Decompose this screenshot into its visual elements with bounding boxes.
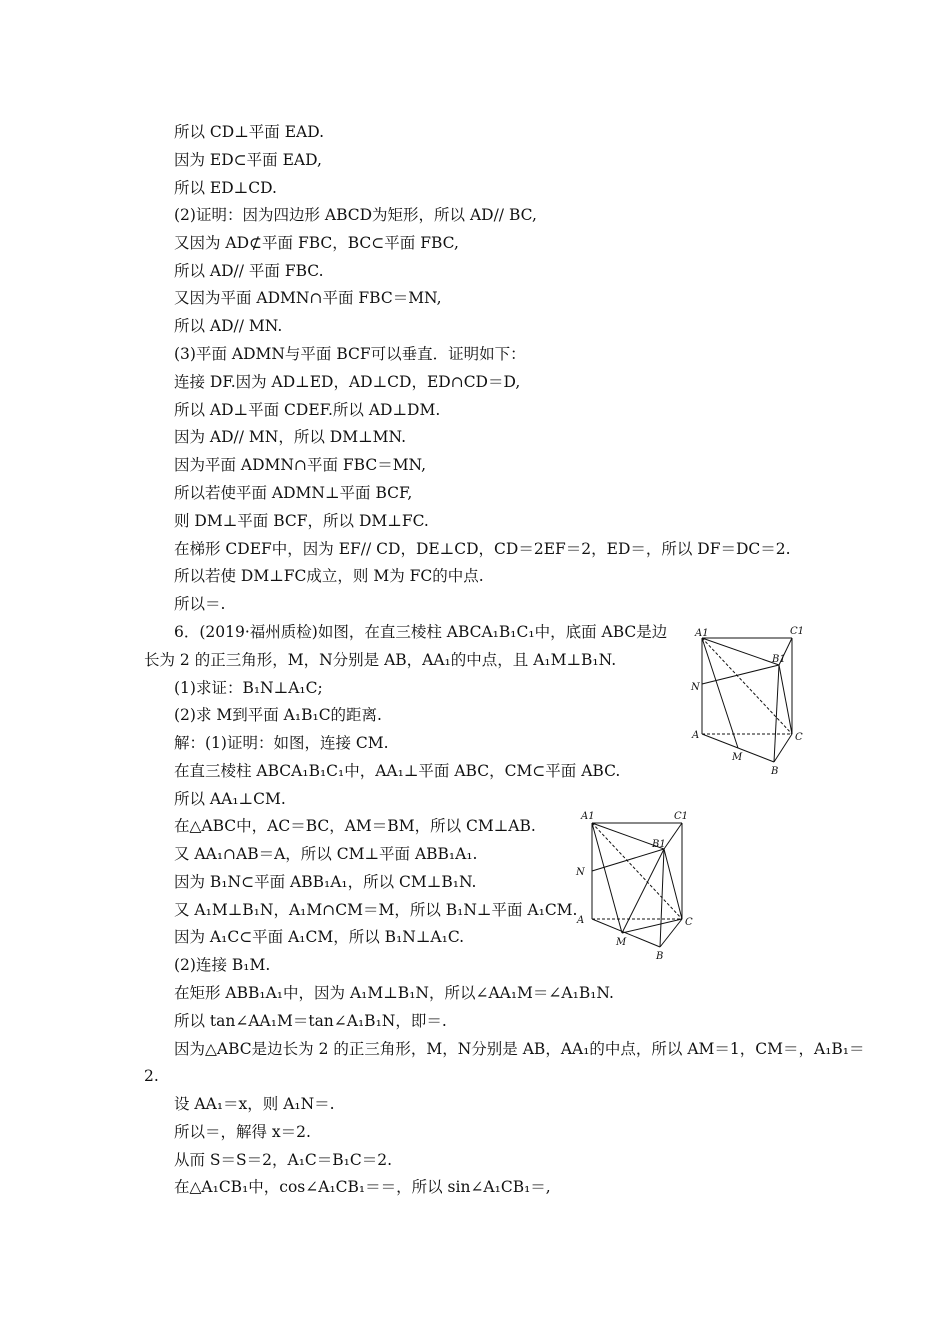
figure-label: C1 (790, 626, 805, 637)
text-line: 因为平面 ADMN∩平面 FBC＝MN, (174, 456, 427, 474)
text-line: 所以 AD// 平面 FBC. (174, 262, 324, 280)
text-line: (2)证明：因为四边形 ABCD为矩形，所以 AD// BC, (174, 206, 537, 224)
text-line: 在梯形 CDEF中，因为 EF// CD，DE⊥CD，CD＝2EF＝2，ED＝，所以 DF＝DC＝2. (174, 540, 791, 558)
figure-label: C (685, 917, 693, 928)
text-line: 又 AA₁∩AB＝A，所以 CM⊥平面 ABB₁A₁. (174, 845, 478, 863)
text-line: 因为△ABC是边长为 2 的正三角形，M，N分别是 AB，AA₁的中点，所以 AM＝1，CM＝，A₁B₁＝ (174, 1040, 865, 1058)
text-line: 在矩形 ABB₁A₁中，因为 A₁M⊥B₁N，所以∠AA₁M＝∠A₁B₁N. (174, 984, 614, 1002)
text-line: 在直三棱柱 ABCA₁B₁C₁中，AA₁⊥平面 ABC，CM⊂平面 ABC. (174, 762, 621, 780)
text-line: 所以 AA₁⊥CM. (174, 790, 286, 808)
text-line: 所以 ED⊥CD. (174, 179, 277, 197)
text-line: 所以＝，解得 x＝2. (174, 1123, 311, 1141)
text-line: 在△ABC中，AC＝BC，AM＝BM，所以 CM⊥AB. (174, 817, 536, 835)
figure-label: N (691, 682, 700, 693)
text-line: 连接 DF.因为 AD⊥ED，AD⊥CD，ED∩CD＝D, (174, 373, 521, 391)
prism-figure-top (682, 620, 812, 780)
text-line: 所以 CD⊥平面 EAD. (174, 123, 325, 141)
text-line: (3)平面 ADMN与平面 BCF可以垂直．证明如下： (174, 345, 526, 363)
text-line: 因为 A₁C⊂平面 A₁CM，所以 B₁N⊥A₁C. (174, 928, 465, 946)
text-line: 在△A₁CB₁中，cos∠A₁CB₁＝＝，所以 sin∠A₁CB₁＝, (174, 1178, 551, 1196)
text-line: 所以 AD// MN. (174, 317, 283, 335)
text-line: 所以 AD⊥平面 CDEF.所以 AD⊥DM. (174, 401, 441, 419)
text-line: 因为 AD// MN，所以 DM⊥MN. (174, 428, 407, 446)
figure-label: M (616, 937, 627, 948)
figure-label: A1 (581, 811, 595, 822)
figure-label: A1 (695, 628, 709, 639)
figure-label: C (795, 732, 803, 743)
text-line: 所以若使平面 ADMN⊥平面 BCF, (174, 484, 413, 502)
text-line: 从而 S＝S＝2，A₁C＝B₁C＝2. (174, 1151, 393, 1169)
figure-label: N (576, 867, 585, 878)
text-line: 设 AA₁＝x，则 A₁N＝. (174, 1095, 335, 1113)
figure-label: A (577, 915, 585, 926)
figure-label: B1 (772, 654, 786, 665)
text-line: (2)求 M到平面 A₁B₁C的距离. (174, 706, 382, 724)
text-line: 又 A₁M⊥B₁N，A₁M∩CM＝M，所以 B₁N⊥平面 A₁CM. (174, 901, 578, 919)
text-line: 因为 B₁N⊂平面 ABB₁A₁，所以 CM⊥B₁N. (174, 873, 477, 891)
text-line: 又因为 AD⊄平面 FBC，BC⊂平面 FBC, (174, 234, 459, 252)
text-line: 因为 ED⊂平面 EAD, (174, 151, 322, 169)
figure-label: M (732, 752, 743, 763)
text-line: (1)求证：B₁N⊥A₁C; (174, 679, 323, 697)
figure-label: B (771, 766, 779, 777)
figure-label: B1 (652, 839, 666, 850)
text-line: 所以若使 DM⊥FC成立，则 M为 FC的中点. (174, 567, 484, 585)
figure-label: B (656, 951, 664, 962)
text-line: 所以 tan∠AA₁M＝tan∠A₁B₁N，即＝. (174, 1012, 447, 1030)
text-line: 长为 2 的正三角形，M，N分别是 AB，AA₁的中点，且 A₁M⊥B₁N. (144, 651, 617, 669)
text-line: 所以＝. (174, 595, 226, 613)
figure-label: A (692, 730, 700, 741)
text-line: (2)连接 B₁M. (174, 956, 271, 974)
text-line: 又因为平面 ADMN∩平面 FBC＝MN, (174, 289, 442, 307)
figure-label: C1 (674, 811, 689, 822)
text-line: 解：(1)证明：如图，连接 CM. (174, 734, 389, 752)
prism-figure-middle (572, 805, 702, 965)
text-line: 6．(2019·福州质检)如图，在直三棱柱 ABCA₁B₁C₁中，底面 ABC是边 (174, 623, 668, 641)
text-line: 则 DM⊥平面 BCF，所以 DM⊥FC. (174, 512, 429, 530)
text-line: 2. (144, 1067, 159, 1085)
